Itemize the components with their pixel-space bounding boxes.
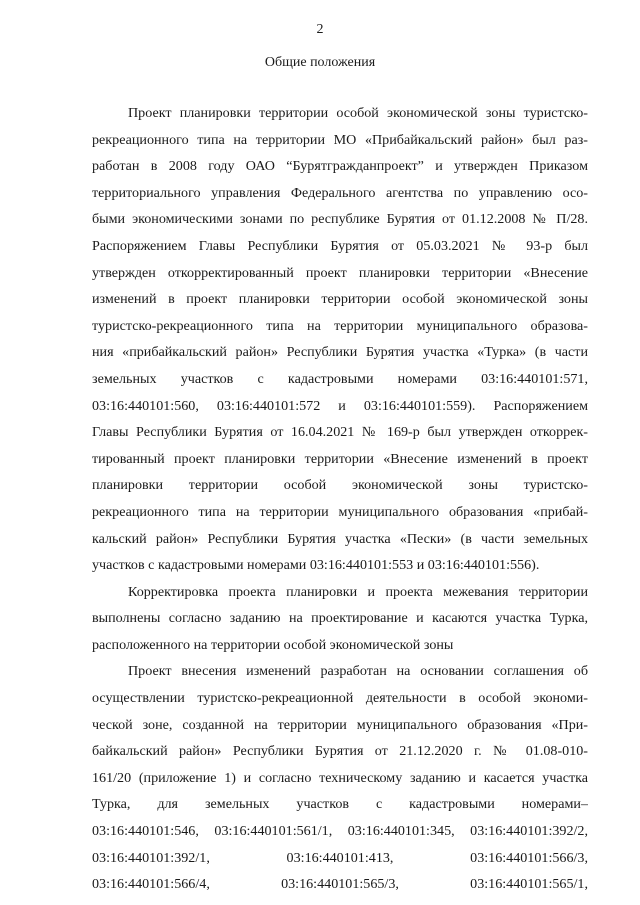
paragraph-line: рекреационного типа на территории муниципального образования «прибай- xyxy=(92,503,588,520)
paragraph-line: земельных участков с кадастровыми номерами 03:16:440101:571, xyxy=(92,370,588,387)
paragraph-line: байкальский район» Республики Бурятия от 21.12.2020 г. № 01.08-010- xyxy=(92,743,588,760)
paragraph-line: расположенного на территории особой экономической зоны xyxy=(92,636,454,653)
paragraph-line: Проект внесения изменений разработан на основании соглашения об xyxy=(128,663,588,680)
paragraph-line: Главы Республики Бурятия от 16.04.2021 № 169-р был утвержден откоррек- xyxy=(92,424,588,441)
paragraph-line: 03:16:440101:560, 03:16:440101:572 и 03:16:440101:559). Распоряжением xyxy=(92,397,588,414)
paragraph-line: тированный проект планировки территории «Внесение изменений в проект xyxy=(92,450,588,467)
paragraph-line: выполнены согласно заданию на проектирование и касаются участка Турка, xyxy=(92,610,588,627)
paragraph-line: участков с кадастровыми номерами 03:16:440101:553 и 03:16:440101:556). xyxy=(92,557,540,574)
paragraph-line: Распоряжением Главы Республики Бурятия от 05.03.2021 № 93-р был xyxy=(92,237,588,254)
paragraph-line: Проект планировки территории особой экономической зоны туристско- xyxy=(128,105,588,121)
paragraph-line: 03:16:440101:546, 03:16:440101:561/1, 03:16:440101:345, 03:16:440101:392/2, xyxy=(92,823,588,840)
paragraph-line: рекреационного типа на территории МО «Прибайкальский район» был раз- xyxy=(92,131,588,148)
paragraph-line: планировки территории особой экономической зоны туристско- xyxy=(92,477,588,494)
paragraph-line: 03:16:440101:566/4, 03:16:440101:565/3, 03:16:440101:565/1, xyxy=(92,876,588,893)
paragraph-line: 161/20 (приложение 1) и согласно техническому заданию и касается участка xyxy=(92,769,588,786)
paragraph-line: изменений в проект планировки территории особой экономической зоны xyxy=(92,291,588,308)
paragraph-line: ческой зоне, созданной на территории муниципального образования «При- xyxy=(92,716,588,733)
paragraph-line: Турка, для земельных участков с кадастровыми номерами– xyxy=(92,796,588,813)
paragraph-line: работан в 2008 году ОАО “Бурятгражданпроект” и утвержден Приказом xyxy=(92,158,588,175)
paragraph-line: быми экономическими зонами по республике Бурятия от 01.12.2008 № П/28. xyxy=(92,211,588,228)
paragraph-line: ния «прибайкальский район» Республики Бурятия участка «Турка» (в части xyxy=(92,344,588,361)
paragraph-line: туристско-рекреационного типа на территории муниципального образова- xyxy=(92,317,588,334)
body-text xyxy=(92,100,588,898)
paragraph-line: Корректировка проекта планировки и проекта межевания территории xyxy=(128,583,588,600)
paragraph-line: осуществлении туристско-рекреационной деятельности в особой экономи- xyxy=(92,690,588,707)
paragraph-line: 03:16:440101:392/1, 03:16:440101:413, 03:16:440101:566/3, xyxy=(92,849,588,866)
paragraph-line: кальский район» Республики Бурятия участка «Пески» (в части земельных xyxy=(92,530,588,547)
paragraph-line: утвержден откорректированный проект планировки территории «Внесение xyxy=(92,264,588,281)
page-number: 2 xyxy=(316,22,324,37)
paragraph-line: территориального управления Федерального агентства по управлению осо- xyxy=(92,184,588,201)
section-title: Общие положения xyxy=(264,55,376,70)
